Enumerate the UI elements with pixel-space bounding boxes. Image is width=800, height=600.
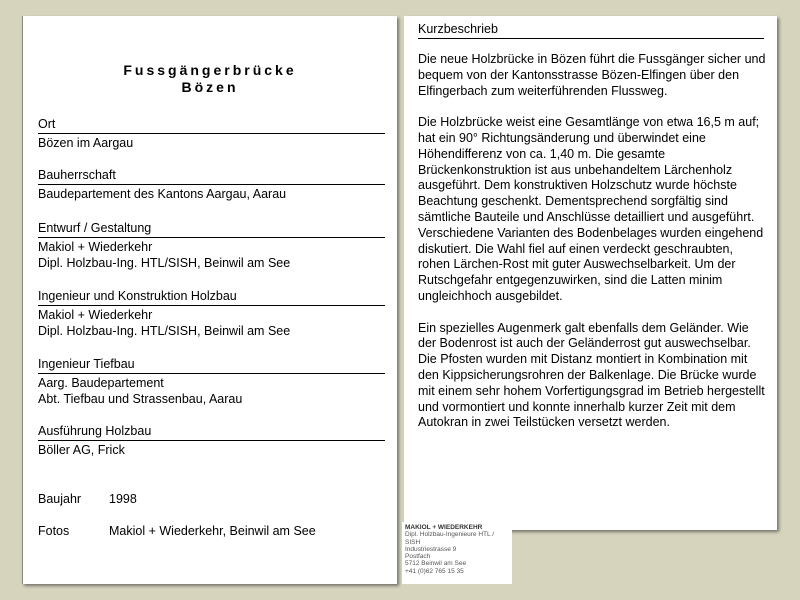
description-body [418, 52, 768, 447]
company-line: Dipl. Holzbau-Ingenieure HTL / SISH [405, 531, 494, 546]
description-paragraph: Ein spezielles Augenmerk galt ebenfalls dem Geländer. Wie der Bodenrost ist auch der Geländerrost gut auswechselbar. Die Pfosten wurden mit Distanz montiert in Kombination mit den Kippsicherungsrohren der Balkenlage. Die Brücke wurde mit einem sehr hohem Vorfertigungsgrad im Betrieb hergestellt und vormontiert und konnte innerhalb kurzer Zeit mit dem Autokran in zwei Teilstücken versetzt werden. [418, 320, 765, 430]
section-value: Makiol + Wiederkehr [38, 240, 153, 254]
baujahr-key: Baujahr [38, 492, 82, 506]
fotos-key: Fotos [38, 524, 70, 538]
company-line: +41 (0)62 765 15 35 [405, 567, 464, 575]
section-label: Bauherrschaft [38, 168, 385, 185]
section-bauherrschaft [38, 168, 385, 203]
section-value: Baudepartement des Kantons Aargau, Aarau [38, 187, 287, 201]
section-label: Ausführung Holzbau [38, 424, 385, 441]
description-paragraph: Die Holzbrücke weist eine Gesamtlänge von etwa 16,5 m auf; hat ein 90° Richtungsänderung und überwindet eine Höhendifferenz von ca. 1,40 m. Die gesamte Brückenkonstruktion ist aus unbehandeltem Lärchenholz ausgeführt. Dem konstruktiven Holzschutz wurde höchste Beachtung geschenkt. Dementsprechend sorgfältig sind sämtliche Bauteile und Anschlüsse detailliert und ausgeführt. Verschiedene Varianten des Bodenbelages wurden eingehend diskutiert. Die Wahl fiel auf einen verdeckt geschraubten, rohen Lärchen-Rost mit guter Auswechselbarkeit. Um der Rutschgefahr entgegenzuwirken, sind die Latten minim ungleichhoch ausgebildet. [418, 115, 764, 303]
company-name: MAKIOL + WIEDERKEHR [405, 524, 483, 531]
section-ort [38, 117, 385, 152]
section-ingenieur-tiefbau [38, 357, 385, 407]
section-value: Abt. Tiefbau und Strassenbau, Aarau [38, 391, 243, 406]
project-data-panel [22, 16, 397, 584]
company-line: 5712 Beinwil am See [405, 560, 467, 568]
section-value: Bözen im Aargau [38, 136, 134, 150]
description-panel [404, 16, 777, 530]
section-label: Entwurf / Gestaltung [38, 221, 385, 238]
section-value: Dipl. Holzbau-Ing. HTL/SISH, Beinwil am See [38, 323, 291, 338]
section-entwurf [38, 221, 385, 271]
project-title-line2: Bözen [181, 79, 239, 95]
project-title-line1: Fussgängerbrücke [123, 62, 297, 78]
section-label: Ort [38, 117, 385, 134]
baujahr-value: 1998 [109, 492, 137, 506]
description-paragraph: Die neue Holzbrücke in Bözen führt die Fussgänger sicher und bequem von der Kantonsstrasse Bözen-Elfingen über den Elfingerbach zum weiterführenden Flussweg. [418, 52, 766, 98]
fotos-value: Makiol + Wiederkehr, Beinwil am See [109, 524, 316, 538]
company-line: Industriestrasse 9 [405, 545, 457, 553]
description-heading: Kurzbeschrieb [418, 21, 764, 39]
section-value: Makiol + Wiederkehr [38, 308, 153, 322]
section-value: Dipl. Holzbau-Ing. HTL/SISH, Beinwil am See [38, 255, 291, 270]
company-card [402, 522, 512, 584]
company-line: Postfach [405, 553, 431, 561]
section-label: Ingenieur Tiefbau [38, 357, 385, 374]
section-ausfuehrung [38, 424, 385, 459]
section-value: Böller AG, Frick [38, 443, 125, 457]
section-value: Aarg. Baudepartement [38, 376, 164, 390]
section-ingenieur-holzbau [38, 289, 385, 339]
project-title [23, 62, 397, 96]
section-label: Ingenieur und Konstruktion Holzbau [38, 289, 385, 306]
